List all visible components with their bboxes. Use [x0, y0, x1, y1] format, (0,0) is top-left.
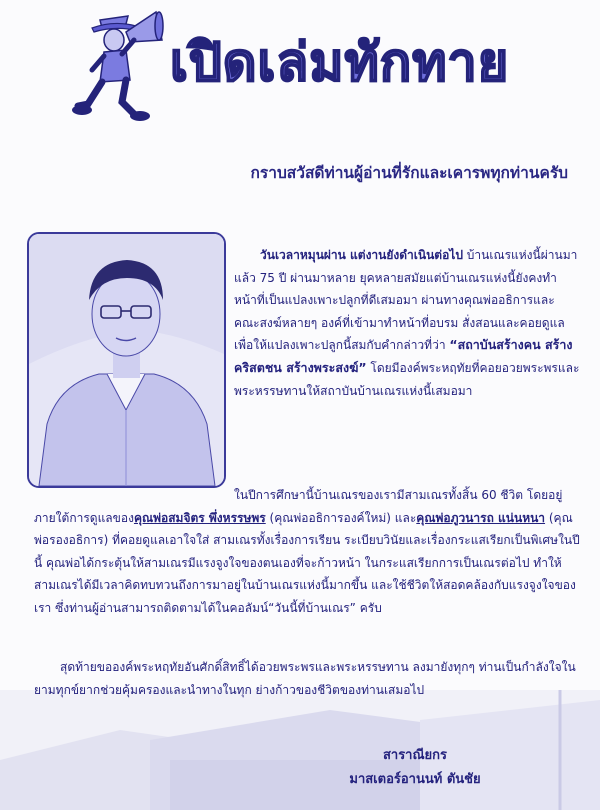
- seminary-motto: “สถาบันสร้างคน สร้างคริสตชน สร้างพระสงฆ์”: [234, 337, 573, 375]
- seminary-text-2: (คุณพ่ออธิการองค์ใหม่) และ: [265, 510, 417, 525]
- greeting-heading: กราบสวัสดีท่านผู้อ่านที่รักและเคารพทุกท่านครับ: [250, 164, 568, 182]
- editor-portrait-photo: [27, 232, 226, 488]
- signature-name: มาสเตอร์อานนท์ ตันชัย: [349, 772, 481, 787]
- vice-rector-name: คุณพ่อภูวนารถ แน่นหนา: [416, 510, 546, 525]
- intro-lead: วันเวลาหมุนผ่าน แต่งานยังดำเนินต่อไป: [260, 248, 463, 262]
- masthead-title: เปิดเล่มทักทาย: [170, 33, 510, 93]
- signature-block: [300, 744, 530, 792]
- rector-name: คุณพ่อสมจิตร พึ่งหรรษพร: [133, 510, 266, 525]
- intro-body: บ้านเณรแห่งนี้ผ่านมาแล้ว 75 ปี ผ่านมาหลาย ยุคหลายสมัยแต่บ้านเณรแห่งนี้ยังคงทำหน้าที่เป็นแปลงเพาะปลูกที่ดีเสมอมา ผ่านทางคุณพ่ออธิการและคณะสงฆ์หลายๆ องค์ที่เข้ามาทำหน้าที่อบรม สั่งสอนและคอยดูแล เพื่อให้แปลงเพาะปลูกนี้สมกับคำกล่าวที่ว่า: [234, 248, 578, 353]
- intro-tail: โดยมีองค์พระหฤทัยที่คอยอวยพระพรและ พระหรรษทานให้สถาบันบ้านเณรแห่งนี้เสมอมา: [234, 360, 580, 398]
- seminary-text-3: (คุณพ่อรองอธิการ) ที่คอยดูแลเอาใจใส่ สามเณรทั้งเรื่องการเรียน ระเบียบวินัยและเรื่องกระแสเรียกเป็นพิเศษในปีนี้ คุณพ่อได้กระตุ้นให้สามเณรมีแรงจูงใจของตนเองที่จะก้าวหน้า ในกระแสเรียกการเป็นเณรต่อไป ทำให้สามเณรได้มีเวลาคิดทบทวนถึงการมาอยู่ในบ้านเณรแห่งนี้มากขึ้น และใช้ชีวิตให้สอดคล้องกับแรงจูงใจของเรา ซึ่งท่านผู้อ่านสามารถติดตามได้ในคอลัมน์“วันนี้ที่บ้านเณร” ครับ: [34, 510, 580, 615]
- closing-text: สุดท้ายขอองค์พระหฤทัยอันศักดิ์สิทธิ์ได้อวยพระพรและพระหรรษทาน ลงมายังทุกๆ ท่านเป็นกำลังใจในยามทุกข์ยากช่วยคุ้มครองและนำทางในทุก ย่างก้าวของชีวิตของท่านเสมอไป: [34, 660, 576, 697]
- closing-paragraph: [34, 656, 580, 701]
- seminary-text-1: ในปีการศึกษานี้บ้านเณรของเรามีสามเณรทั้งสิ้น 60 ชีวิต โดยอยู่ภายใต้การดูแลของ: [34, 488, 563, 525]
- megaphone-mascot-icon: [70, 6, 170, 124]
- intro-paragraph: [234, 244, 580, 402]
- seminary-paragraph: [34, 484, 580, 620]
- signature-label: สาราณียกร: [382, 748, 448, 763]
